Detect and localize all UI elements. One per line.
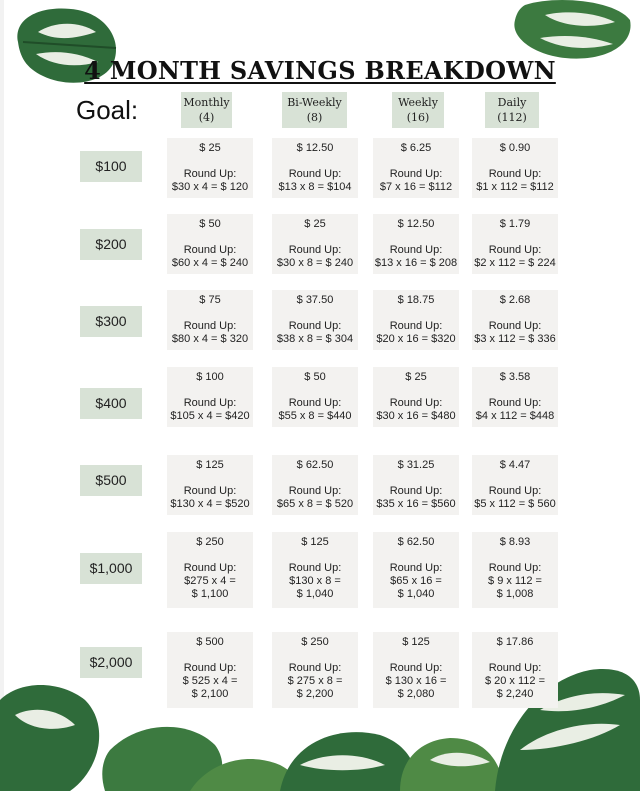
goal-amount-label: $400	[80, 388, 142, 419]
column-header-count: (4)	[198, 111, 215, 124]
round-up-label: Round Up:	[288, 662, 342, 674]
round-up-calculation: $105 x 4 = $420	[170, 410, 250, 422]
savings-cell-daily	[472, 138, 558, 198]
payment-amount: $ 250	[301, 636, 329, 648]
column-header-daily	[485, 92, 539, 128]
savings-cell-daily	[472, 455, 558, 515]
column-header-name: Bi-Weekly	[287, 96, 342, 109]
goal-amount-label: $100	[80, 151, 142, 182]
round-up-label: Round Up:	[488, 320, 542, 332]
payment-amount: $ 500	[196, 636, 224, 648]
savings-cell-weekly	[373, 455, 459, 515]
monstera-leaf-top-right	[505, 0, 635, 62]
savings-cell-bi-weekly	[272, 455, 358, 515]
round-up-calculation: $3 x 112 = $ 336	[474, 333, 556, 345]
round-up-label: Round Up:	[389, 244, 443, 256]
payment-amount: $ 25	[304, 218, 326, 230]
round-up-label: Round Up:	[389, 397, 443, 409]
round-up-label: Round Up:	[183, 397, 237, 409]
savings-cell-monthly	[167, 455, 253, 515]
round-up-label: Round Up:	[288, 168, 342, 180]
round-up-label: Round Up:	[389, 562, 443, 574]
payment-amount: $ 1.79	[499, 218, 531, 230]
round-up-calculation: $65 x 8 = $ 520	[276, 498, 354, 510]
round-up-calculation: $130 x 4 = $520	[170, 498, 250, 510]
round-up-label: Round Up:	[389, 485, 443, 497]
round-up-label: Round Up:	[183, 168, 237, 180]
round-up-calculation: $13 x 8 = $104	[278, 181, 352, 193]
payment-amount: $ 8.93	[499, 536, 531, 548]
round-up-label: Round Up:	[288, 397, 342, 409]
savings-cell-bi-weekly	[272, 532, 358, 608]
savings-cell-weekly	[373, 632, 459, 708]
round-up-label: Round Up:	[288, 562, 342, 574]
round-up-label: Round Up:	[488, 485, 542, 497]
round-up-label: Round Up:	[183, 562, 237, 574]
round-up-calculation: $30 x 8 = $ 240	[276, 257, 354, 269]
savings-cell-monthly	[167, 632, 253, 708]
round-up-calculation: $5 x 112 = $ 560	[474, 498, 556, 510]
column-header-weekly	[392, 92, 444, 128]
column-header-count: (16)	[406, 111, 430, 124]
savings-cell-weekly	[373, 532, 459, 608]
savings-cell-monthly	[167, 138, 253, 198]
round-up-calculation: $30 x 4 = $ 120	[171, 181, 249, 193]
column-header-name: Daily	[497, 96, 527, 109]
savings-cell-daily	[472, 532, 558, 608]
savings-cell-daily	[472, 367, 558, 427]
payment-amount: $ 0.90	[499, 142, 531, 154]
round-up-label: Round Up:	[488, 168, 542, 180]
round-up-calculation: $ 525 x 4 = $ 2,100	[182, 675, 238, 700]
column-header-name: Weekly	[398, 96, 438, 109]
goal-amount-label: $1,000	[80, 553, 142, 584]
savings-cell-daily	[472, 632, 558, 708]
payment-amount: $ 31.25	[397, 459, 435, 471]
payment-amount: $ 62.50	[397, 536, 435, 548]
savings-cell-bi-weekly	[272, 290, 358, 350]
savings-cell-monthly	[167, 214, 253, 274]
round-up-calculation: $1 x 112 = $112	[476, 181, 554, 193]
page-title: 4 MONTH SAVINGS BREAKDOWN	[84, 56, 556, 85]
round-up-calculation: $13 x 16 = $ 208	[374, 257, 458, 269]
round-up-calculation: $38 x 8 = $ 304	[276, 333, 354, 345]
round-up-label: Round Up:	[389, 168, 443, 180]
savings-cell-bi-weekly	[272, 138, 358, 198]
savings-cell-weekly	[373, 214, 459, 274]
round-up-label: Round Up:	[183, 320, 237, 332]
goal-amount-label: $2,000	[80, 647, 142, 678]
payment-amount: $ 4.47	[499, 459, 531, 471]
payment-amount: $ 125	[402, 636, 430, 648]
payment-amount: $ 75	[199, 294, 221, 306]
round-up-calculation: $2 x 112 = $ 224	[474, 257, 556, 269]
round-up-calculation: $ 20 x 112 = $ 2,240	[484, 675, 546, 700]
round-up-calculation: $275 x 4 = $ 1,100	[184, 575, 236, 600]
column-header-count: (8)	[306, 111, 323, 124]
round-up-calculation: $7 x 16 = $112	[379, 181, 453, 193]
payment-amount: $ 18.75	[397, 294, 435, 306]
round-up-label: Round Up:	[183, 244, 237, 256]
round-up-label: Round Up:	[389, 320, 443, 332]
payment-amount: $ 3.58	[499, 371, 531, 383]
round-up-label: Round Up:	[288, 320, 342, 332]
round-up-label: Round Up:	[183, 662, 237, 674]
goal-label: Goal:	[76, 95, 139, 125]
goal-amount-label: $200	[80, 229, 142, 260]
column-header-monthly	[181, 92, 232, 128]
round-up-calculation: $ 130 x 16 = $ 2,080	[385, 675, 447, 700]
payment-amount: $ 50	[304, 371, 326, 383]
savings-cell-weekly	[373, 290, 459, 350]
round-up-calculation: $35 x 16 = $560	[376, 498, 456, 510]
payment-amount: $ 17.86	[496, 636, 534, 648]
round-up-calculation: $65 x 16 = $ 1,040	[390, 575, 442, 600]
round-up-label: Round Up:	[183, 485, 237, 497]
column-header-name: Monthly	[183, 96, 230, 109]
column-header-count: (112)	[497, 111, 527, 124]
savings-cell-bi-weekly	[272, 214, 358, 274]
round-up-label: Round Up:	[488, 397, 542, 409]
payment-amount: $ 50	[199, 218, 221, 230]
savings-cell-bi-weekly	[272, 632, 358, 708]
round-up-calculation: $80 x 4 = $ 320	[171, 333, 249, 345]
payment-amount: $ 2.68	[499, 294, 531, 306]
savings-cell-daily	[472, 290, 558, 350]
savings-cell-bi-weekly	[272, 367, 358, 427]
savings-cell-monthly	[167, 290, 253, 350]
round-up-label: Round Up:	[389, 662, 443, 674]
payment-amount: $ 100	[196, 371, 224, 383]
round-up-label: Round Up:	[488, 244, 542, 256]
round-up-calculation: $ 9 x 112 = $ 1,008	[488, 575, 542, 600]
round-up-label: Round Up:	[488, 562, 542, 574]
round-up-label: Round Up:	[488, 662, 542, 674]
column-header-bi-weekly	[282, 92, 347, 128]
payment-amount: $ 125	[196, 459, 224, 471]
savings-cell-monthly	[167, 532, 253, 608]
round-up-label: Round Up:	[288, 485, 342, 497]
goal-amount-label: $300	[80, 306, 142, 337]
round-up-label: Round Up:	[288, 244, 342, 256]
round-up-calculation: $30 x 16 = $480	[376, 410, 456, 422]
savings-cell-daily	[472, 214, 558, 274]
round-up-calculation: $130 x 8 = $ 1,040	[289, 575, 341, 600]
payment-amount: $ 62.50	[296, 459, 334, 471]
savings-cell-weekly	[373, 138, 459, 198]
payment-amount: $ 25	[199, 142, 221, 154]
savings-cell-monthly	[167, 367, 253, 427]
payment-amount: $ 25	[405, 371, 427, 383]
round-up-calculation: $60 x 4 = $ 240	[171, 257, 249, 269]
payment-amount: $ 125	[301, 536, 329, 548]
payment-amount: $ 6.25	[400, 142, 432, 154]
payment-amount: $ 37.50	[296, 294, 334, 306]
payment-amount: $ 250	[196, 536, 224, 548]
round-up-calculation: $4 x 112 = $448	[475, 410, 555, 422]
round-up-calculation: $ 275 x 8 = $ 2,200	[287, 675, 343, 700]
savings-cell-weekly	[373, 367, 459, 427]
round-up-calculation: $20 x 16 = $320	[376, 333, 456, 345]
round-up-calculation: $55 x 8 = $440	[278, 410, 352, 422]
payment-amount: $ 12.50	[296, 142, 334, 154]
goal-amount-label: $500	[80, 465, 142, 496]
payment-amount: $ 12.50	[397, 218, 435, 230]
